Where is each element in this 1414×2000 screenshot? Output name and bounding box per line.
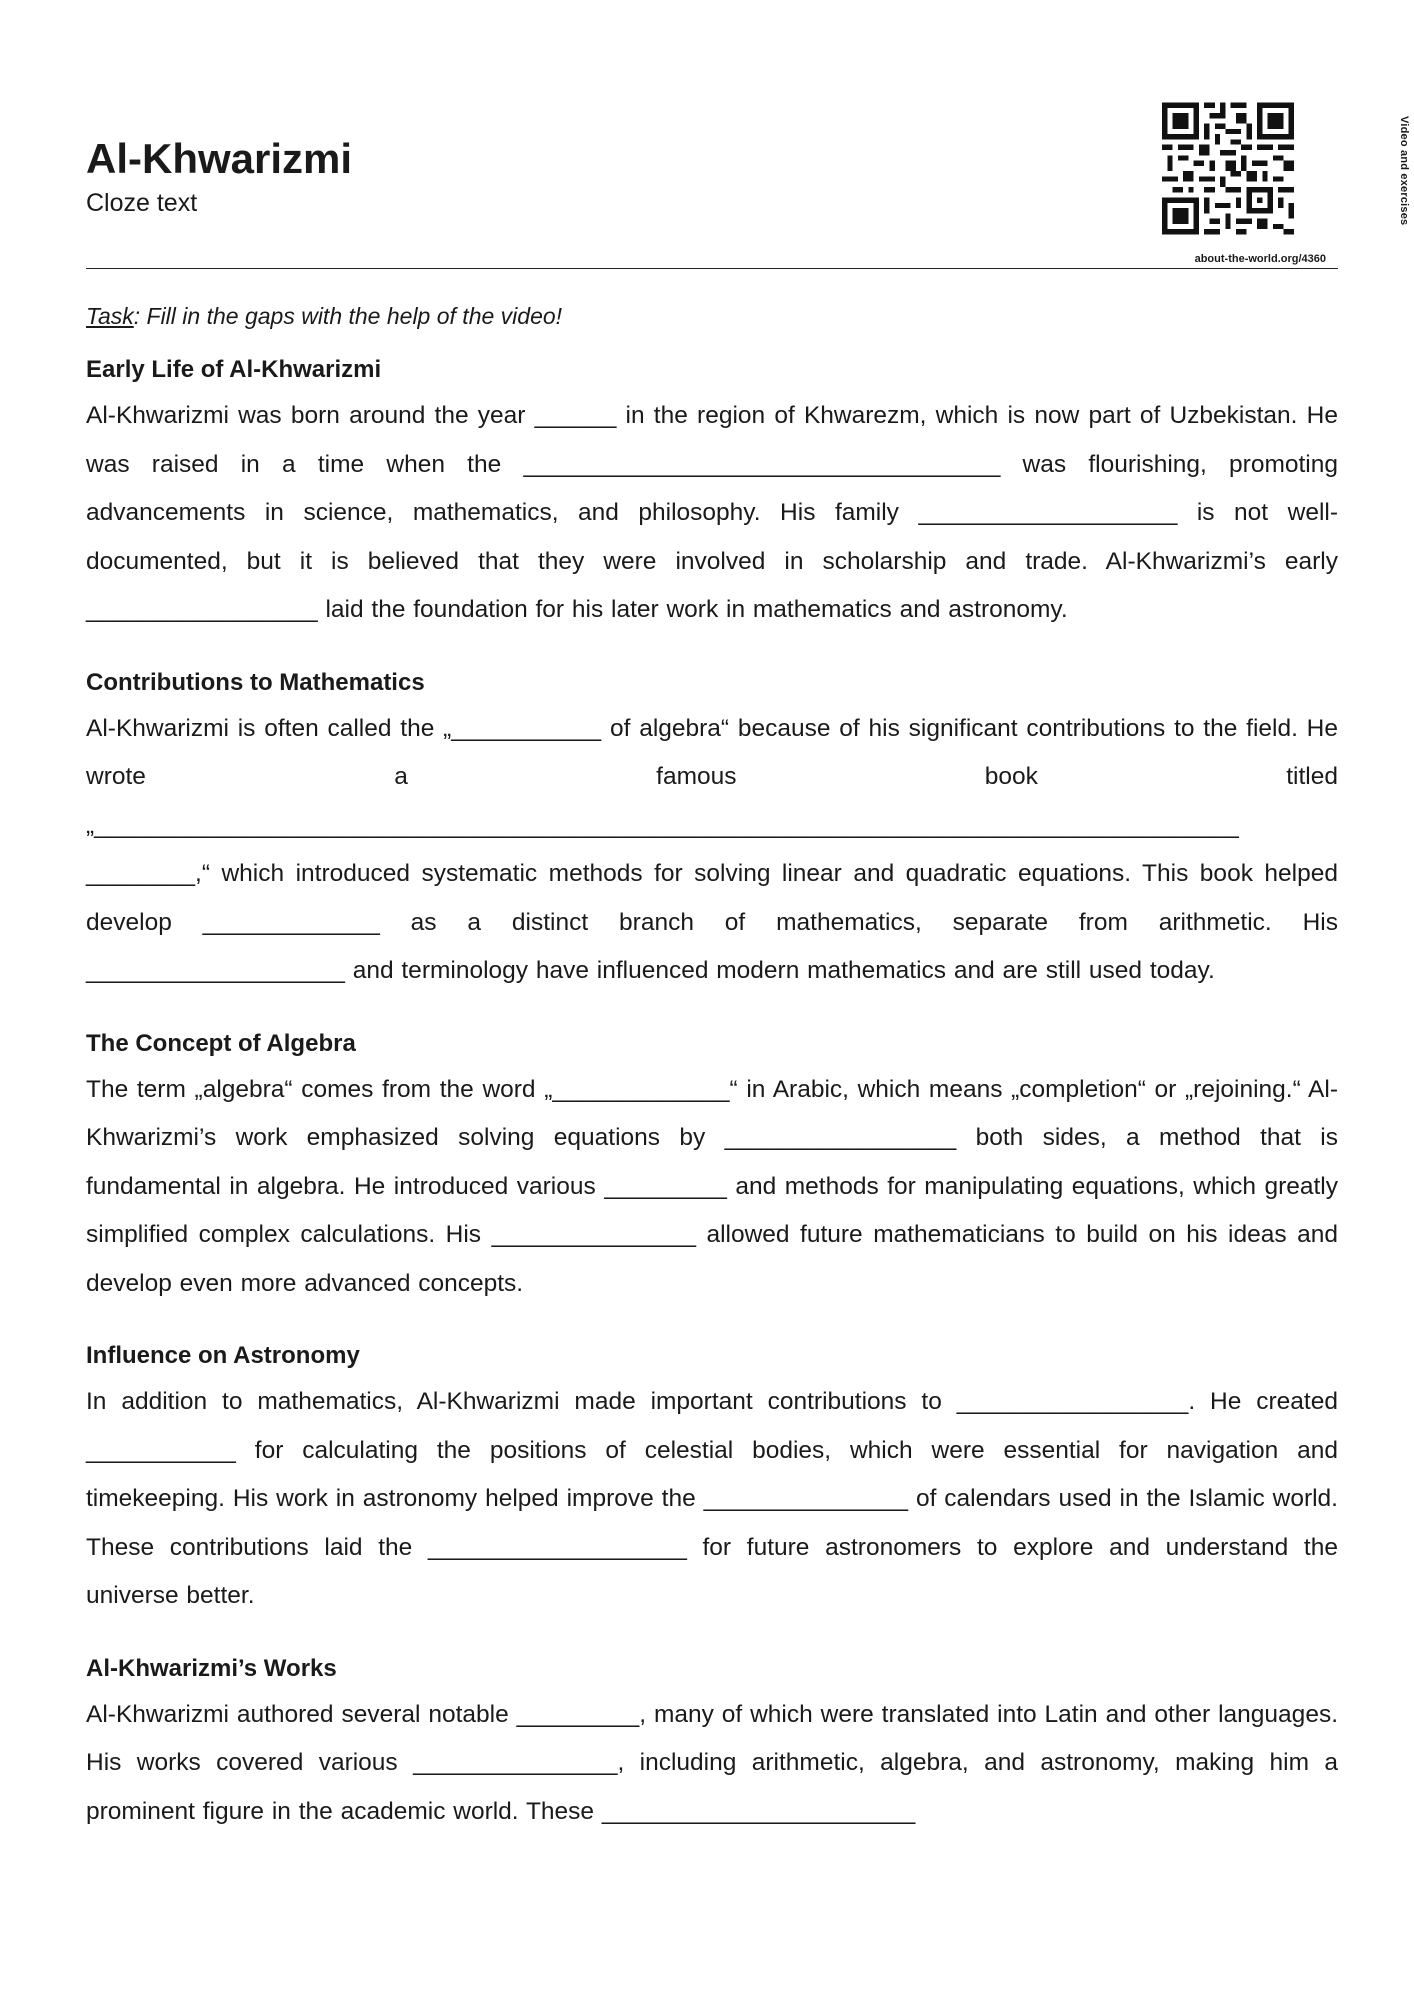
section-heading: The Concept of Algebra bbox=[86, 1029, 356, 1057]
section-works bbox=[86, 1647, 1338, 1837]
section-heading: Al-Khwarizmi’s Works bbox=[86, 1654, 337, 1682]
section-contributions bbox=[86, 661, 1338, 996]
video-exercises-label: Video and exercises bbox=[1398, 116, 1410, 226]
section-heading: Early Life of Al-Khwarizmi bbox=[86, 356, 382, 383]
page-subtitle: Cloze text bbox=[86, 189, 198, 217]
qr-code-icon[interactable] bbox=[1162, 100, 1294, 237]
worksheet-content bbox=[86, 296, 1338, 1836]
page-header bbox=[86, 0, 1410, 272]
page-title: Al-Khwarizmi bbox=[86, 135, 353, 182]
header-divider bbox=[86, 268, 1338, 269]
section-paragraph: Al-Khwarizmi was born around the year ______ in the region of Khwarezm, which is now part of Uzbekistan. He was raised in a time when the ___________________________________ was flourishing, promoting advancements in science, mathematics, and philosophy. His family ___________________ is not well-documented, but it is believed that they were involved in scholarship and trade. Al-Khwarizmi’s early _________________ laid the foundation for his later work in mathematics and astronomy. bbox=[86, 402, 1338, 623]
section-astronomy bbox=[86, 1334, 1338, 1621]
task-label: Task bbox=[86, 303, 134, 329]
section-paragraph: In addition to mathematics, Al-Khwarizmi made important contributions to _________________. He created ___________ for calculating the positions of celestial bodies, which were essential for navigation and timekeeping. His work in astronomy helped improve the _______________ of calendars used in the Islamic world. These contributions laid the ___________________ for future astronomers to explore and understand the universe better. bbox=[86, 1388, 1338, 1609]
section-paragraph: Al-Khwarizmi is often called the „___________ of algebra“ because of his significant contributions to the field. He wrote a famous book titled „____________________________________________________________________________________ ________,“ which introduced systematic methods for solving linear and quadratic equations. This book helped develop _____________ as a distinct branch of mathematics, separate from arithmetic. His ___________________ and terminology have influenced modern mathematics and are still used today. bbox=[86, 714, 1338, 984]
section-algebra-concept bbox=[86, 1022, 1338, 1309]
task-text: : Fill in the gaps with the help of the video! bbox=[133, 303, 563, 329]
section-paragraph: The term „algebra“ comes from the word „_____________“ in Arabic, which means „completion“ or „rejoining.“ Al-Khwarizmi’s work emphasized solving equations by _________________ both sides, a method that is fundamental in algebra. He introduced various _________ and methods for manipulating equations, which greatly simplified complex calculations. His _______________ allowed future mathematicians to build on his ideas and develop even more advanced concepts. bbox=[86, 1075, 1338, 1297]
source-url[interactable]: about-the-world.org/4360 bbox=[1194, 253, 1326, 265]
section-early-life bbox=[86, 348, 1338, 635]
section-paragraph: Al-Khwarizmi authored several notable _________, many of which were translated into Latin and other languages. His works covered various _______________, including arithmetic, algebra, and astronomy, making him a prominent figure in the academic world. These _______________________ bbox=[86, 1700, 1338, 1825]
section-heading: Contributions to Mathematics bbox=[86, 668, 425, 696]
section-heading: Influence on Astronomy bbox=[86, 1342, 360, 1369]
task-instruction bbox=[86, 296, 1338, 336]
